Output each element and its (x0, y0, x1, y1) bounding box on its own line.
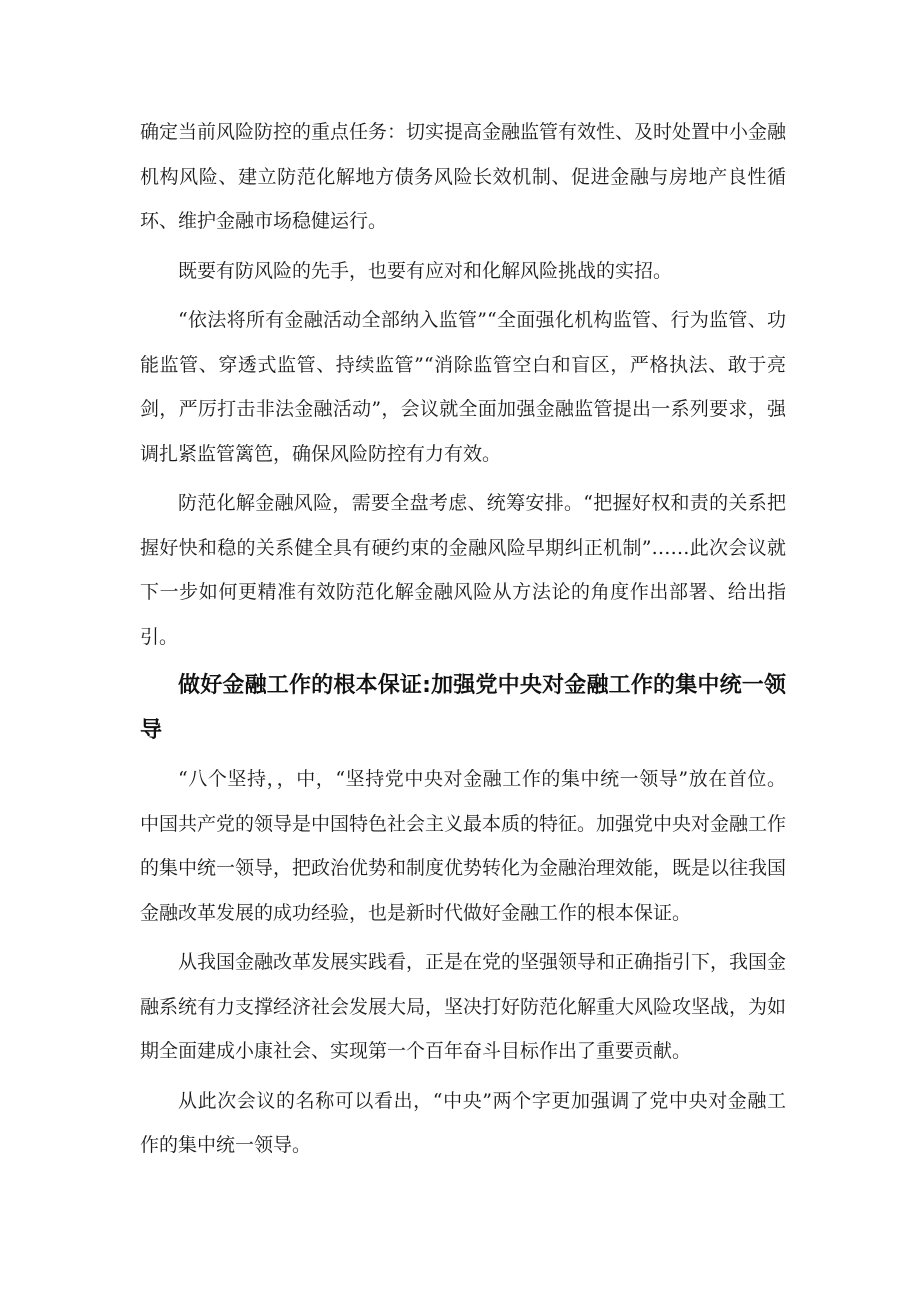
paragraph: 从此次会议的名称可以看出，“中央”两个字更加强调了党中央对金融工作的集中统一领导。 (140, 1089, 786, 1156)
paragraph: 既要有防风险的先手，也要有应对和化解风险挑战的实招。 (178, 259, 673, 282)
paragraph: “依法将所有金融活动全部纳入监管”“全面强化机构监管、行为监管、功能监管、穿透式监管、持续监管”“消除监管空白和盲区，严格执法、敢于亮剑，严厉打击非法金融活动”，会议就全面加强金融监管提出一系列要求，强调扎紧监管篱笆，确保风险防控有力有效。 (140, 309, 786, 465)
document-page (140, 110, 786, 1173)
paragraph: 从我国金融改革发展实践看，正是在党的坚强领导和正确指引下，我国金融系统有力支撑经济社会发展大局，坚决打好防范化解重大风险攻坚战，为如期全面建成小康社会、实现第一个百年奋斗目标作出了重要贡献。 (140, 951, 787, 1062)
section-heading: 做好金融工作的根本保证:加强党中央对金融工作的集中统一领导 (140, 673, 786, 743)
paragraph: “八个坚持，，中，“坚持党中央对金融工作的集中统一领导”放在首位。中国共产党的领导是中国特色社会主义最本质的特征。加强党中央对金融工作的集中统一领导，把政治优势和制度优势转化为金融治理效能，既是以往我国金融改革发展的成功经验，也是新时代做好金融工作的根本保证。 (140, 768, 787, 924)
paragraph: 确定当前风险防控的重点任务：切实提高金融监管有效性、及时处置中小金融机构风险、建立防范化解地方债务风险长效机制、促进金融与房地产良性循环、维护金融市场稳健运行。 (140, 121, 787, 232)
paragraph: 防范化解金融风险，需要全盘考虑、统筹安排。“把握好权和责的关系把握好快和稳的关系健全具有硬约束的金融风险早期纠正机制”……此次会议就下一步如何更精准有效防范化解金融风险从方法论的角度作出部署、给出指引。 (140, 492, 786, 648)
